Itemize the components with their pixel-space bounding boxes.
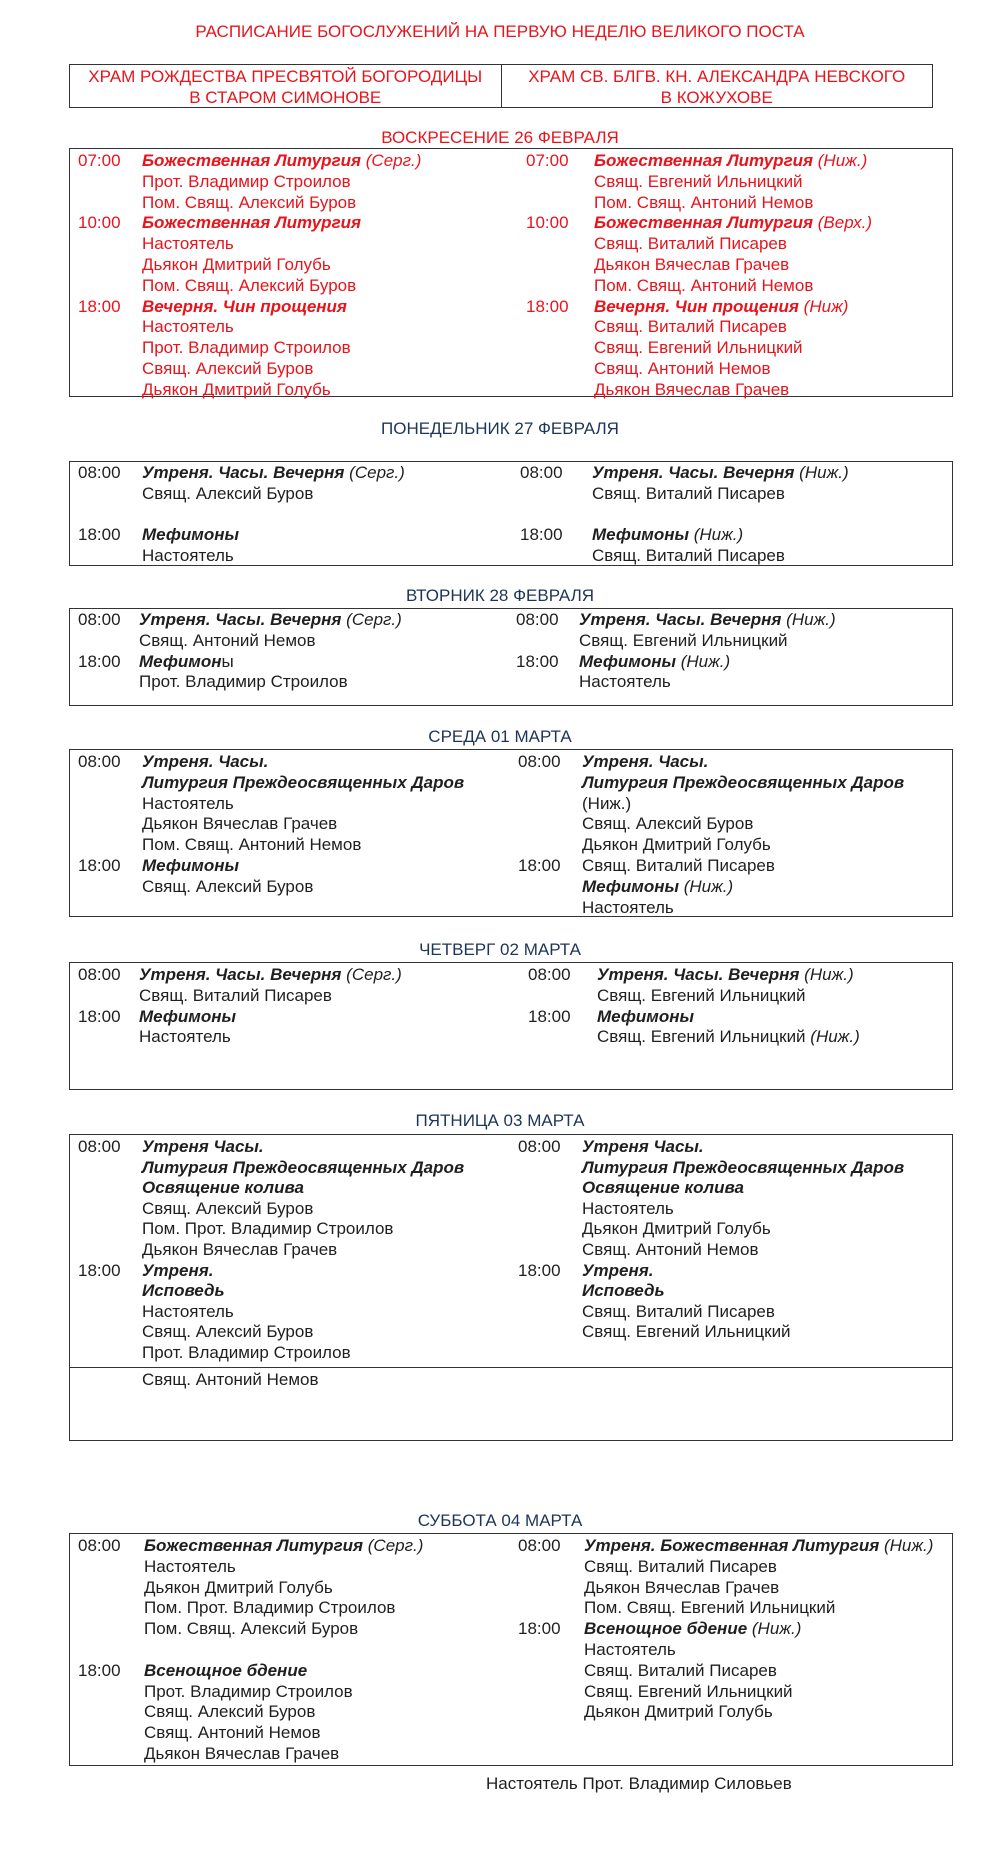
service-time: 08:00 (78, 1137, 121, 1156)
clergy-name: Свящ. Виталий Писарев (582, 856, 775, 875)
service-time: 08:00 (516, 610, 559, 629)
clergy-name: Пом. Прот. Владимир Строилов (142, 1219, 394, 1239)
clergy-name: Дьякон Вячеслав Грачев (584, 1577, 780, 1597)
service-entry (139, 609, 402, 630)
clergy-entry (144, 1556, 236, 1577)
service-entry (582, 772, 904, 793)
clergy-name: Дьякон Вячеслав Грачев (142, 814, 338, 834)
clergy-entry (584, 1639, 676, 1660)
churches-header (69, 64, 933, 108)
clergy-entry (594, 379, 789, 400)
service-name: Божественная Литургия (142, 213, 362, 233)
page-title: РАСПИСАНИЕ БОГОСЛУЖЕНИЙ НА ПЕРВУЮ НЕДЕЛЮ ВЕЛИКОГО ПОСТА (195, 22, 805, 41)
clergy-name: Настоятель (582, 897, 674, 917)
clergy-name: Пом. Свящ. Антоний Немов (142, 835, 362, 855)
service-name: Литургия Преждеосвященных Даров (142, 1157, 465, 1177)
clergy-entry (582, 1321, 791, 1342)
service-name: Утреня. Часы. Вечерня (139, 965, 342, 984)
service-name: Утреня. Часы. Вечерня (592, 463, 795, 482)
service-time: 18:00 (78, 1660, 121, 1680)
clergy-entry (142, 834, 361, 855)
service-name: Мефимоны (582, 876, 679, 896)
clergy-entry (142, 316, 234, 337)
service-name: Литургия Преждеосвященных Даров (582, 1157, 905, 1177)
service-location: (Серг.) (341, 610, 402, 629)
clergy-name: Пом. Прот. Владимир Строилов (144, 1598, 396, 1618)
service-location: (Ниж.) (879, 1536, 934, 1555)
service-time: 07:00 (526, 151, 569, 170)
clergy-name: Свящ. Евгений Ильницкий (597, 985, 806, 1005)
clergy-name: Свящ. Евгений Ильницкий (584, 1681, 793, 1701)
clergy-name: Настоятель (582, 1198, 674, 1218)
clergy-name: Свящ. Алексий Буров (142, 359, 314, 378)
church-left-line1: ХРАМ РОЖДЕСТВА ПРЕСВЯТОЙ БОГОРОДИЦЫ (88, 67, 483, 86)
service-time: 08:00 (78, 463, 121, 482)
service-name: Утреня. Часы. Вечерня (597, 965, 800, 984)
clergy-name: Свящ. Виталий Писарев (592, 483, 785, 503)
clergy-entry (592, 483, 785, 504)
service-time: 07:00 (78, 151, 121, 170)
service-time: 08:00 (78, 1536, 121, 1555)
clergy-entry (582, 1218, 771, 1239)
clergy-name: Пом. Свящ. Антоний Немов (594, 275, 814, 295)
service-name: Божественная Литургия (594, 213, 814, 233)
clergy-name: Дьякон Дмитрий Голубь (144, 1577, 333, 1597)
clergy-entry (584, 1597, 835, 1618)
clergy-entry (584, 1660, 777, 1681)
box-divider (69, 1367, 953, 1368)
service-time: 08:00 (518, 1536, 561, 1555)
service-name: Мефимоны (597, 1006, 694, 1026)
clergy-name: Свящ. Алексий Буров (582, 814, 754, 834)
clergy-name: Пом. Свящ. Евгений Ильницкий (584, 1598, 836, 1618)
service-entry (139, 1006, 236, 1027)
clergy-entry (144, 1701, 315, 1722)
service-name: Исповедь (582, 1281, 665, 1301)
clergy-name: Свящ. Алексий Буров (142, 876, 314, 896)
clergy-entry (139, 1026, 231, 1047)
service-location: (Серг.) (341, 965, 402, 984)
clergy-entry (594, 171, 803, 192)
clergy-name: Прот. Владимир Строилов (142, 338, 351, 358)
service-time: 18:00 (518, 1619, 561, 1639)
service-name: Утреня. Божественная Литургия (584, 1536, 880, 1555)
clergy-entry (142, 876, 313, 897)
clergy-entry (594, 233, 787, 254)
service-entry (594, 150, 867, 171)
clergy-entry (594, 316, 787, 337)
service-entry (139, 651, 234, 672)
service-name: Литургия Преждеосвященных Даров (142, 772, 465, 792)
service-entry (579, 651, 730, 672)
service-name: Мефимоны (579, 651, 676, 671)
service-time: 08:00 (520, 463, 563, 482)
service-entry (582, 1157, 904, 1178)
clergy-entry (139, 671, 348, 692)
service-location: (Ниж.) (689, 525, 744, 545)
clergy-name: Свящ. Евгений Ильницкий (597, 1027, 806, 1047)
clergy-entry (582, 1239, 759, 1260)
clergy-entry (594, 337, 803, 358)
service-entry (142, 751, 268, 772)
clergy-name: Свящ. Виталий Писарев (594, 234, 787, 254)
clergy-name: Свящ. Евгений Ильницкий (594, 171, 803, 191)
service-time: 18:00 (516, 651, 559, 671)
clergy-entry (144, 1618, 358, 1639)
clergy-entry (142, 254, 331, 275)
service-time: 08:00 (78, 752, 121, 771)
clergy-name: Пом. Свящ. Антоний Немов (594, 192, 814, 212)
clergy-name: Настоятель (584, 1640, 676, 1659)
service-entry (142, 462, 405, 483)
service-time: 18:00 (78, 856, 121, 875)
service-entry (139, 964, 402, 985)
clergy-entry (142, 483, 313, 504)
service-entry (592, 524, 743, 545)
clergy-entry (142, 171, 351, 192)
service-name: Мефимоны (142, 856, 239, 875)
service-entry (142, 1157, 464, 1178)
service-entry (597, 1006, 694, 1027)
service-name: Утреня. (142, 1260, 214, 1280)
clergy-entry (584, 1681, 793, 1702)
service-entry (594, 212, 872, 233)
clergy-name: Настоятель (144, 1556, 236, 1576)
service-location: (Ниж) (798, 296, 849, 316)
service-name: Исповедь (142, 1281, 225, 1301)
service-time: 10:00 (526, 213, 569, 233)
clergy-name: Дьякон Дмитрий Голубь (142, 379, 331, 399)
clergy-name: Настоятель (142, 317, 234, 337)
service-entry (142, 772, 464, 793)
service-time: 18:00 (518, 856, 561, 875)
clergy-entry (142, 813, 337, 834)
service-entry (584, 1535, 933, 1556)
service-name: Мефимоны (139, 1006, 236, 1026)
service-name: Божественная Литургия (142, 151, 362, 170)
service-time: 08:00 (518, 752, 561, 771)
clergy-entry (144, 1722, 321, 1743)
service-entry (582, 751, 708, 772)
service-entry (582, 1177, 744, 1198)
service-entry (582, 876, 733, 897)
service-entry (579, 609, 836, 630)
day-title: ПЯТНИЦА 03 МАРТА (415, 1111, 585, 1130)
clergy-entry (597, 985, 806, 1006)
service-time: 08:00 (78, 965, 121, 984)
service-name: Мефимон (139, 651, 222, 671)
service-location: (Ниж.) (799, 965, 854, 984)
clergy-entry (582, 1198, 674, 1219)
day-title: СУББОТА 04 МАРТА (417, 1511, 583, 1530)
clergy-entry (582, 1301, 775, 1322)
service-time: 18:00 (78, 1006, 121, 1026)
clergy-name: Свящ. Евгений Ильницкий (594, 338, 803, 358)
clergy-name: Пом. Свящ. Алексий Буров (142, 192, 357, 212)
church-right (502, 65, 933, 107)
clergy-name: Дьякон Дмитрий Голубь (582, 1219, 771, 1239)
service-time: 08:00 (78, 610, 121, 629)
clergy-entry (582, 813, 753, 834)
clergy-entry (142, 1321, 313, 1342)
service-entry (582, 1260, 653, 1281)
service-time: 10:00 (78, 213, 121, 233)
clergy-name: Свящ. Виталий Писарев (594, 317, 787, 337)
clergy-entry (139, 630, 316, 651)
service-name: Утреня. Часы. Вечерня (142, 463, 345, 482)
clergy-entry (142, 337, 351, 358)
clergy-entry (579, 630, 788, 651)
clergy-entry (142, 379, 331, 400)
clergy-name: Свящ. Антоний Немов (139, 630, 316, 650)
service-name: Утреня. Часы. (142, 752, 269, 771)
clergy-entry (582, 793, 631, 814)
clergy-entry (142, 793, 234, 814)
clergy-name: Прот. Владимир Строилов (142, 171, 351, 191)
clergy-name: Свящ. Евгений Ильницкий (582, 1322, 791, 1342)
service-name: Освящение колива (582, 1178, 744, 1198)
service-time: 18:00 (78, 1260, 121, 1280)
service-name: Всенощное бдение (144, 1660, 308, 1680)
clergy-name: Настоятель (142, 1301, 234, 1321)
service-location: (Серг.) (344, 463, 405, 482)
service-entry (142, 1260, 213, 1281)
clergy-entry (584, 1701, 773, 1722)
clergy-entry (579, 671, 671, 692)
service-name: Утреня. Часы. Вечерня (139, 610, 342, 629)
service-name: Вечерня. Чин прощения (142, 296, 347, 316)
clergy-name: Пом. Свящ. Алексий Буров (142, 275, 357, 295)
clergy-name: Свящ. Антоний Немов (582, 1240, 759, 1259)
clergy-name: Свящ. Евгений Ильницкий (579, 630, 788, 650)
clergy-name: Дьякон Дмитрий Голубь (582, 835, 771, 855)
day-title: ПОНЕДЕЛЬНИК 27 ФЕВРАЛЯ (381, 419, 619, 438)
service-entry (584, 1618, 801, 1639)
service-entry (142, 296, 347, 317)
church-right-line1: ХРАМ СВ. БЛГВ. КН. АЛЕКСАНДРА НЕВСКОГО (528, 67, 906, 86)
clergy-entry (144, 1597, 395, 1618)
clergy-name: Прот. Владимир Строилов (144, 1681, 353, 1701)
clergy-entry (582, 897, 674, 918)
clergy-name: Пом. Свящ. Алексий Буров (144, 1619, 359, 1639)
service-entry (142, 1177, 304, 1198)
clergy-entry (142, 1239, 337, 1260)
service-location: (Ниж.) (805, 1027, 860, 1047)
service-location: (Серг.) (363, 1536, 424, 1555)
service-name: Божественная Литургия (144, 1536, 364, 1555)
service-name: Мефимоны (592, 525, 689, 545)
clergy-entry: Свящ. Антоний Немов (142, 1370, 319, 1389)
clergy-name: Настоятель (142, 546, 234, 566)
clergy-name: Прот. Владимир Строилов (139, 672, 348, 692)
clergy-name: Дьякон Вячеслав Грачев (144, 1744, 340, 1763)
service-entry (142, 1136, 264, 1157)
clergy-name: Прот. Владимир Строилов (142, 1343, 351, 1362)
clergy-entry (142, 1342, 351, 1363)
clergy-name: Дьякон Вячеслав Грачев (142, 1240, 338, 1259)
clergy-entry (142, 192, 356, 213)
service-time: 18:00 (78, 525, 121, 545)
service-entry (144, 1660, 307, 1681)
clergy-entry (584, 1577, 779, 1598)
service-entry (582, 1280, 665, 1301)
service-entry (142, 150, 421, 171)
service-entry (592, 462, 849, 483)
clergy-name: Настоятель (139, 1027, 231, 1047)
service-location: (Серг.) (361, 151, 422, 170)
clergy-entry (597, 1026, 860, 1047)
clergy-name: Настоятель (142, 234, 234, 254)
service-name: Утреня Часы. (582, 1137, 704, 1156)
church-left-line2: В СТАРОМ СИМОНОВЕ (189, 88, 382, 107)
service-entry (142, 524, 239, 545)
day-title: ВТОРНИК 28 ФЕВРАЛЯ (405, 586, 595, 605)
service-location: (Ниж.) (679, 876, 734, 896)
clergy-name: Свящ. Виталий Писарев (582, 1301, 775, 1321)
service-entry (144, 1535, 423, 1556)
service-location: (Ниж.) (676, 651, 731, 671)
clergy-entry (142, 545, 234, 566)
clergy-entry (144, 1577, 333, 1598)
clergy-entry (594, 192, 813, 213)
service-name: Литургия Преждеосвященных Даров (582, 772, 905, 792)
service-time: 18:00 (518, 1260, 561, 1280)
service-name: Божественная Литургия (594, 151, 814, 170)
clergy-entry (142, 1218, 393, 1239)
service-time: 08:00 (518, 1137, 561, 1156)
clergy-name: (Ниж.) (582, 793, 632, 813)
service-name: Утреня Часы. (142, 1137, 264, 1156)
service-name: Вечерня. Чин прощения (594, 296, 799, 316)
clergy-name: Свящ. Алексий Буров (142, 1198, 314, 1218)
day-title: СРЕДА 01 МАРТА (428, 727, 572, 746)
service-time: 18:00 (528, 1006, 571, 1026)
clergy-name: Свящ. Алексий Буров (142, 483, 314, 503)
clergy-name: Свящ. Антоний Немов (144, 1723, 321, 1743)
clergy-name: Свящ. Алексий Буров (144, 1702, 316, 1722)
church-left (70, 65, 502, 107)
service-name: Освящение колива (142, 1178, 304, 1198)
service-time: 18:00 (520, 525, 563, 545)
service-entry (582, 1136, 704, 1157)
clergy-entry (142, 233, 234, 254)
clergy-entry (142, 358, 313, 379)
service-entry (597, 964, 854, 985)
clergy-entry (594, 275, 813, 296)
clergy-entry (594, 358, 771, 379)
service-location: (Ниж.) (813, 151, 868, 170)
clergy-entry (142, 1198, 313, 1219)
clergy-entry (584, 1556, 777, 1577)
service-name: Мефимоны (142, 525, 239, 545)
clergy-entry (144, 1681, 353, 1702)
service-entry (594, 296, 848, 317)
clergy-name: Свящ. Виталий Писарев (139, 985, 332, 1005)
day-title: ЧЕТВЕРГ 02 МАРТА (419, 940, 581, 959)
clergy-name: Дьякон Вячеслав Грачев (594, 255, 790, 274)
service-location: (Ниж.) (747, 1619, 802, 1639)
clergy-name: Свящ. Антоний Немов (594, 359, 771, 378)
clergy-name: Свящ. Виталий Писарев (592, 546, 785, 566)
service-time: 18:00 (78, 296, 121, 316)
service-time: 18:00 (78, 651, 121, 671)
service-name: Утреня. (582, 1260, 654, 1280)
service-entry (142, 212, 361, 233)
clergy-name: Свящ. Виталий Писарев (584, 1660, 777, 1680)
clergy-entry (144, 1743, 339, 1764)
clergy-entry (582, 855, 775, 876)
footer-signature: Настоятель Прот. Владимир Силовьев (486, 1774, 792, 1793)
service-location: (Ниж.) (794, 463, 849, 482)
clergy-name: Настоятель (142, 793, 234, 813)
clergy-name: Дьякон Дмитрий Голубь (584, 1702, 773, 1722)
clergy-name: Настоятель (579, 672, 671, 692)
service-name: Всенощное бдение (584, 1619, 748, 1639)
service-name-suffix: ы (221, 651, 234, 671)
clergy-name: Свящ. Виталий Писарев (584, 1556, 777, 1576)
service-time: 18:00 (526, 296, 569, 316)
service-location: (Ниж.) (781, 610, 836, 629)
service-time: 08:00 (528, 965, 571, 984)
service-name: Утреня. Часы. (582, 752, 709, 771)
service-entry (142, 1280, 225, 1301)
clergy-entry (139, 985, 332, 1006)
service-location: (Верх.) (813, 213, 872, 233)
clergy-entry (142, 275, 356, 296)
clergy-name: Дьякон Дмитрий Голубь (142, 255, 331, 274)
clergy-entry (142, 1301, 234, 1322)
clergy-name: Свящ. Алексий Буров (142, 1322, 314, 1342)
clergy-entry (592, 545, 785, 566)
clergy-name: Дьякон Вячеслав Грачев (594, 379, 790, 399)
day-title: ВОСКРЕСЕНИЕ 26 ФЕВРАЛЯ (381, 128, 619, 147)
clergy-entry (582, 834, 771, 855)
service-entry (142, 855, 239, 876)
service-name: Утреня. Часы. Вечерня (579, 610, 782, 629)
church-right-line2: В КОЖУХОВЕ (660, 88, 773, 107)
clergy-entry (594, 254, 789, 275)
